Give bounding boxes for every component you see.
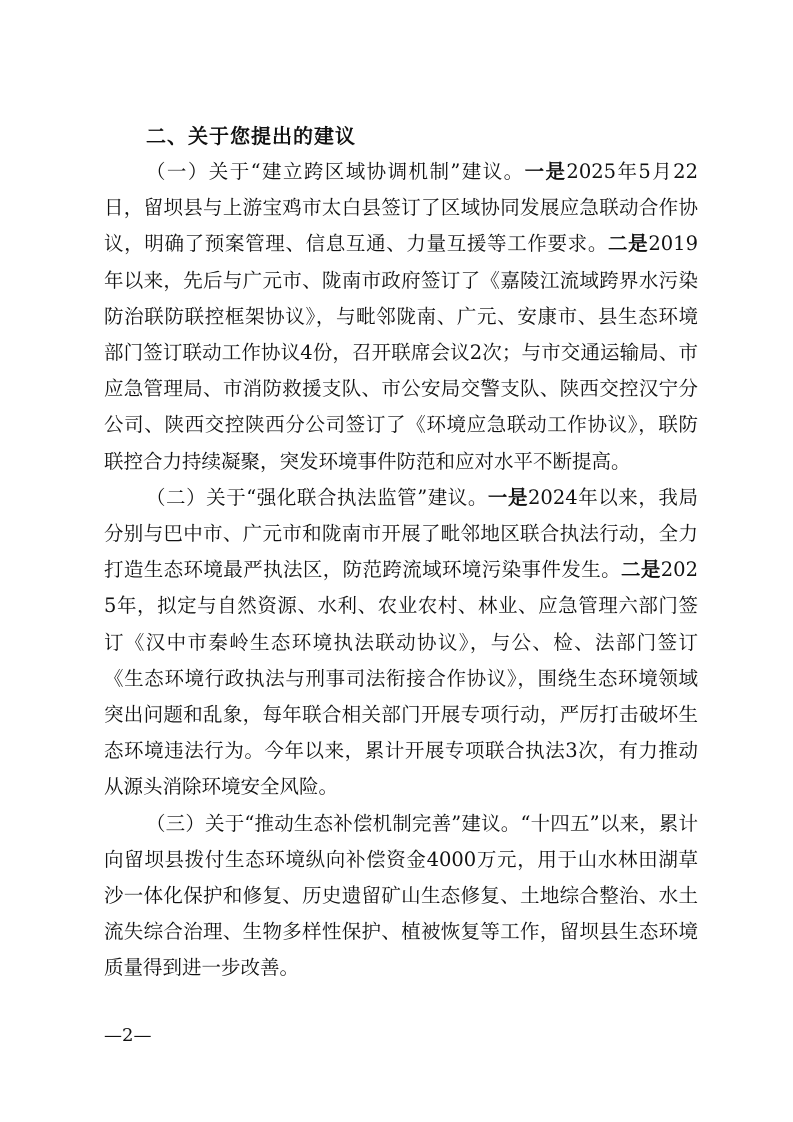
- body-text: [104, 154, 698, 987]
- paragraph-joint-enforcement: [104, 480, 698, 806]
- paragraph-text: “十四五”以来，累计向留坝县拨付生态环境纵向补偿资金4000万元，用于山水林田湖草沙一体化保护和修复、历史遗留矿山生态修复、土地综合整治、水土流失综合治理、生物多样性保护、植被恢复等工作，留坝县生态环境质量得到进一步改善。: [104, 811, 698, 980]
- paragraph-cross-region-coordination: [104, 154, 698, 480]
- paragraph-lead: （一）关于“建立跨区域协调机制”建议。: [146, 160, 525, 183]
- paragraph-text: 2024年以来，我局分别与巴中市、广元市和陇南市开展了毗邻地区联合执法行动，全力打造生态环境最严执法区，防范跨流域环境污染事件发生。: [104, 485, 698, 582]
- section-heading: 二、关于您提出的建议: [146, 124, 356, 148]
- paragraph-text: 2019年以来，先后与广元市、陇南市政府签订了《嘉陵江流域跨界水污染防治联防联控框架协议》，与毗邻陇南、广元、安康市、县生态环境部门签订联动工作协议4份，召开联席会议2次；与市交通运输局、市应急管理局、市消防救援支队、市公安局交警支队、陕西交控汉宁分公司、陕西交控陕西分公司签订了《环境应急联动工作协议》，联防联控合力持续凝聚，突发环境事件防范和应对水平不断提高。: [104, 232, 698, 473]
- paragraph-text: 2025年，拟定与自然资源、水利、农业农村、林业、应急管理六部门签订《汉中市秦岭生态环境执法联动协议》，与公、检、法部门签订《生态环境行政执法与刑事司法衔接合作协议》，围绕生态环境领域突出问题和乱象，每年联合相关部门开展专项行动，严厉打击破坏生态环境违法行为。今年以来，累计开展专项联合执法3次，有力推动从源头消除环境安全风险。: [104, 558, 698, 799]
- paragraph-lead: （二）关于“强化联合执法监管”建议。: [146, 485, 488, 509]
- emphasis-first: 一是: [487, 485, 529, 509]
- paragraph-lead: （三）关于“推动生态补偿机制完善”建议。: [146, 811, 521, 835]
- paragraph-text: 2025年5月22日，留坝县与上游宝鸡市太白县签订了区域协同发展应急联动合作协议，明确了预案管理、信息互通、力量互援等工作要求。: [104, 160, 698, 256]
- emphasis-second: 二是: [620, 558, 661, 582]
- emphasis-second: 二是: [608, 232, 649, 256]
- paragraph-eco-compensation: [104, 806, 698, 987]
- page-number: —2—: [104, 1025, 152, 1046]
- emphasis-first: 一是: [524, 160, 567, 183]
